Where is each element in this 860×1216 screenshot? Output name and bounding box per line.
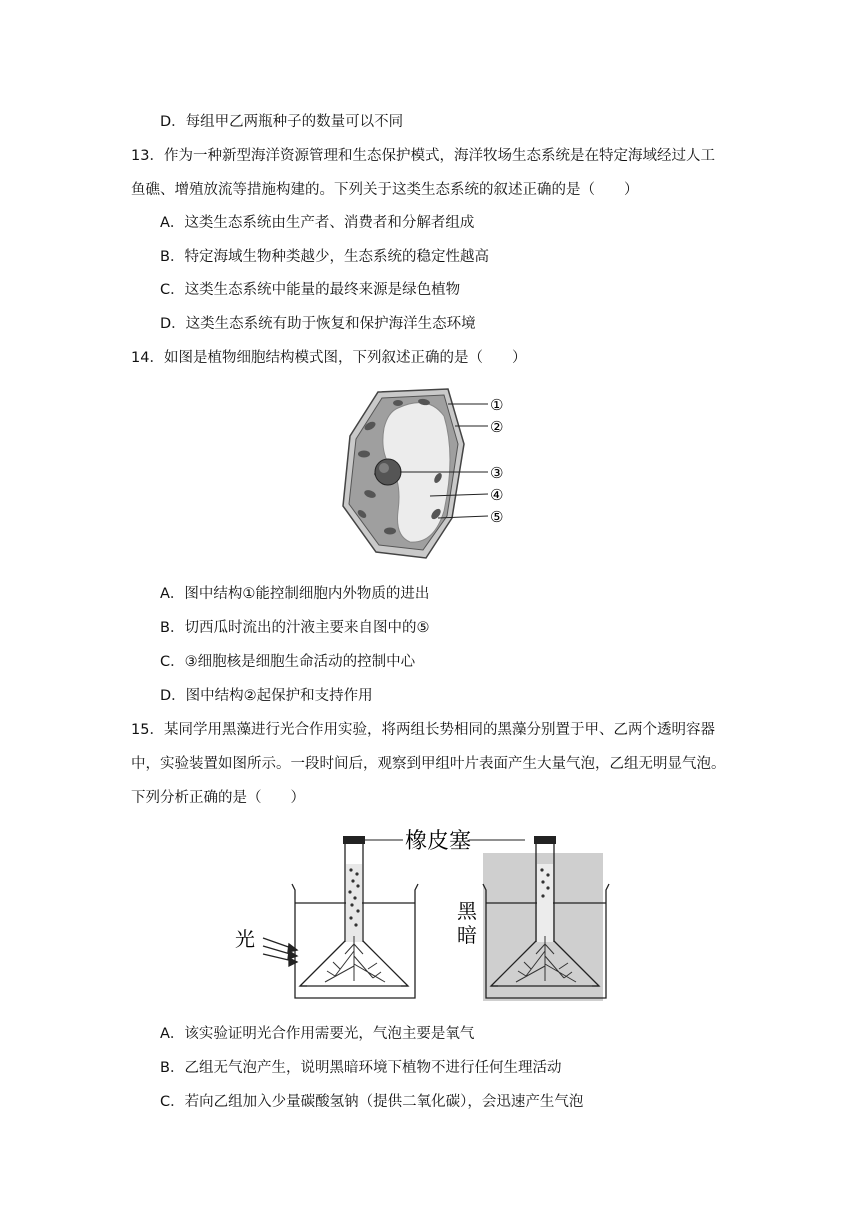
dark-label-2: 暗 xyxy=(457,923,477,947)
q15-option-b: B．乙组无气泡产生，说明黑暗环境下植物不进行任何生理活动 xyxy=(160,1060,562,1076)
cell-label-4: ④ xyxy=(490,486,504,504)
q15-stem-line3: 下列分析正确的是（ ） xyxy=(131,790,305,806)
plant-cell-diagram xyxy=(340,386,520,564)
q13-option-c: C．这类生态系统中能量的最终来源是绿色植物 xyxy=(160,282,461,298)
q13-stem-line2: 鱼礁、增殖放流等措施构建的。下列关于这类生态系统的叙述正确的是（ ） xyxy=(131,182,639,198)
light-label: 光 xyxy=(235,927,255,951)
q15-stem-line2: 中，实验装置如图所示。一段时间后，观察到甲组叶片表面产生大量气泡，乙组无明显气泡。 xyxy=(131,756,726,772)
cell-label-5: ⑤ xyxy=(490,508,504,526)
cell-label-1: ① xyxy=(490,396,504,414)
q15-stem-line1: 15．某同学用黑藻进行光合作用实验，将两组长势相同的黑藻分别置于甲、乙两个透明容器 xyxy=(131,722,715,738)
q12-option-d: D．每组甲乙两瓶种子的数量可以不同 xyxy=(160,114,404,130)
rubber-stopper-right xyxy=(534,836,556,844)
stopper-label: 橡皮塞 xyxy=(405,829,472,854)
cell-label-3: ③ xyxy=(490,464,504,482)
q15-option-a: A．该实验证明光合作用需要光，气泡主要是氧气 xyxy=(160,1026,475,1042)
light-arrows xyxy=(263,938,297,966)
cell-label-2: ② xyxy=(490,418,504,436)
q13-option-a: A．这类生态系统由生产者、消费者和分解者组成 xyxy=(160,215,475,231)
q15-option-c: C．若向乙组加入少量碳酸氢钠（提供二氧化碳），会迅速产生气泡 xyxy=(160,1094,584,1110)
q14-option-c: C．③细胞核是细胞生命活动的控制中心 xyxy=(160,654,416,670)
q14-option-b: B．切西瓜时流出的汁液主要来自图中的⑤ xyxy=(160,620,430,636)
q13-stem-line1: 13．作为一种新型海洋资源管理和生态保护模式，海洋牧场生态系统是在特定海域经过人工 xyxy=(131,148,715,164)
hydrilla-plant-left xyxy=(325,936,385,982)
q14-option-a: A．图中结构①能控制细胞内外物质的进出 xyxy=(160,586,430,602)
q13-option-b: B．特定海域生物种类越少，生态系统的稳定性越高 xyxy=(160,249,489,265)
q14-option-d: D．图中结构②起保护和支持作用 xyxy=(160,688,373,704)
dark-label-1: 黑 xyxy=(457,899,477,923)
q14-stem: 14．如图是植物细胞结构模式图，下列叙述正确的是（ ） xyxy=(131,350,527,366)
rubber-stopper-left xyxy=(343,836,365,844)
nucleus xyxy=(375,459,401,485)
photosynthesis-experiment-figure xyxy=(225,826,615,1006)
q13-option-d: D．这类生态系统有助于恢复和保护海洋生态环境 xyxy=(160,316,476,332)
